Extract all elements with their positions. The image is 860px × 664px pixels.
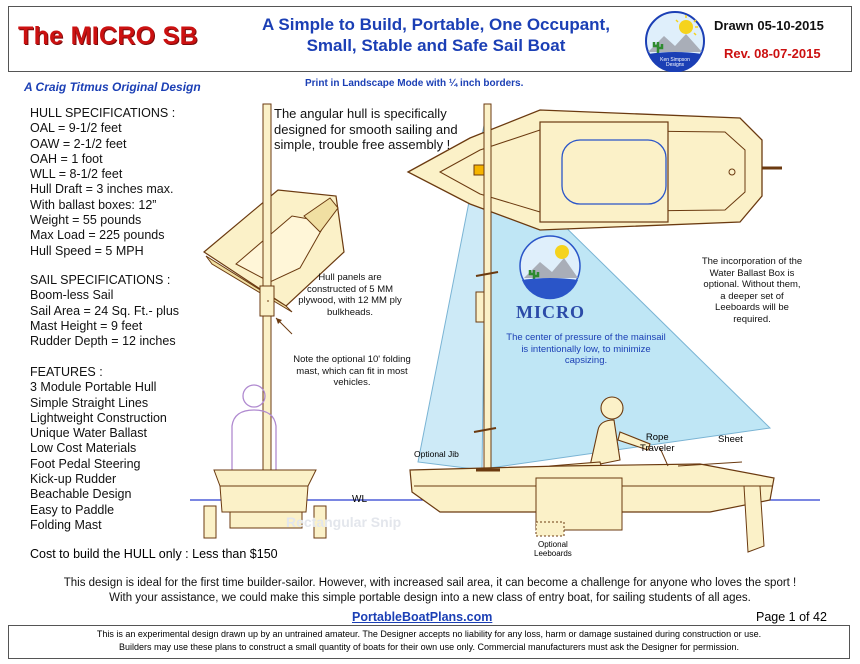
hull-spec-item: OAW = 2-1/2 feet [30, 136, 127, 151]
feature-item: Unique Water Ballast [30, 426, 147, 441]
folding-mast-note: Note the optional 10' folding mast, which can fit in most vehicles. [293, 354, 411, 388]
hull-spec-heading: HULL SPECIFICATIONS : [30, 106, 176, 120]
snip-watermark: Rectangular Snip [286, 514, 402, 530]
feature-item: Lightweight Construction [30, 410, 167, 425]
hull-panels-note: Hull panels are constructed of 5 MM plywood, with 12 MM ply bulkheads. [298, 272, 402, 318]
sail-spec-item: Mast Height = 9 feet [30, 318, 143, 333]
hull-spec-item: WLL = 8-1/2 feet [30, 167, 123, 182]
mast-hinge [260, 286, 274, 316]
website-link[interactable]: PortableBoatPlans.com [352, 610, 493, 624]
center-of-pressure-note: The center of pressure of the mainsail is intentionally low, to minimize capsizing. [506, 332, 666, 366]
feature-item: Kick-up Rudder [30, 472, 117, 487]
description-line-2: With your assistance, we could make this simple portable design into a new class of entry boat, for sailing students of all ages. [109, 592, 751, 604]
ballast-box-note: The incorporation of the Water Ballast Box is optional. Without them, a deeper set of Leeboards will be required. [701, 256, 803, 325]
micro-logo [520, 236, 580, 299]
features-list [30, 365, 167, 533]
hull-spec-item: Hull Speed = 5 MPH [30, 243, 144, 258]
feature-item: Low Cost Materials [30, 441, 137, 456]
logo-text-1: Ken Simpson [660, 57, 690, 63]
disclaimer-box [8, 625, 850, 659]
hull-specifications [30, 106, 175, 259]
feature-item: Simple Straight Lines [30, 395, 149, 410]
disclaimer-line-2: Builders may use these plans to construct a small quantity of boats for their own use only. Commercial manufacturers must ask the Designer for permission. [118, 641, 740, 652]
rope-traveler-line-2: Traveler [640, 443, 675, 454]
angular-hull-note: The angular hull is specifically designed for smooth sailing and simple, trouble free assembly ! [274, 106, 458, 152]
hull-spec-item: Weight = 55 pounds [30, 213, 142, 228]
hull-spec-item: With ballast boxes: 12” [30, 197, 157, 212]
page-number: Page 1 of 42 [756, 610, 827, 624]
cost-note: Cost to build the HULL only : Less than $150 [30, 547, 278, 561]
leeboards-line-1: Optional [538, 540, 568, 549]
optional-leeboards-label [534, 540, 572, 558]
drawn-date: Drawn 05-10-2015 [714, 18, 824, 33]
right-mast [484, 104, 491, 470]
feature-item: Easy to Paddle [30, 502, 115, 517]
print-note: Print in Landscape Mode with ¼ inch borders. [305, 78, 524, 89]
feature-item: 3 Module Portable Hull [30, 380, 157, 395]
rope-traveler-line-1: Rope [645, 432, 669, 443]
sail-spec-item: Rudder Depth = 12 inches [30, 334, 176, 349]
sail-spec-heading: SAIL SPECIFICATIONS : [30, 273, 171, 287]
page-title: The MICRO SB [18, 22, 198, 50]
hull-spec-item: OAL = 9-1/2 feet [30, 121, 122, 136]
subtitle-line-1: A Simple to Build, Portable, One Occupant, [262, 15, 610, 34]
sail-spec-item: Boom-less Sail [30, 288, 114, 303]
author-credit: A Craig Titmus Original Design [24, 80, 201, 94]
leeboards-line-2: Leeboards [534, 549, 572, 558]
feature-item: Folding Mast [30, 517, 102, 532]
optional-jib-label: Optional Jib [414, 449, 459, 459]
hull-spec-item: OAH = 1 foot [30, 151, 103, 166]
waterline-label: WL [352, 494, 367, 505]
sail-specifications [30, 273, 179, 349]
feature-item: Beachable Design [30, 487, 132, 502]
micro-logo-text: MICRO [516, 302, 585, 322]
feature-item: Foot Pedal Steering [30, 456, 141, 471]
description-line-1: This design is ideal for the first time builder-sailor. However, with increased sail area, it can become a challenge for anyone who loves the sport ! [63, 577, 797, 589]
hull-spec-item: Max Load = 225 pounds [30, 228, 165, 243]
logo-text-2: Designs [665, 62, 685, 68]
design-description [10, 576, 850, 606]
sail-spec-item: Sail Area = 24 Sq. Ft.- plus [30, 303, 180, 318]
revision-date: Rev. 08-07-2015 [724, 46, 821, 61]
subtitle-line-2: Small, Stable and Safe Sail Boat [306, 36, 566, 55]
sheet-label: Sheet [718, 434, 743, 445]
disclaimer-line-1: This is an experimental design drawn up by an untrained amateur. The Designer accepts no liability for any loss, harm or damage sustained during construction or use. [96, 629, 762, 639]
hull-spec-item: Hull Draft = 3 inches max. [30, 182, 174, 197]
rope-traveler-label [640, 432, 675, 454]
features-heading: FEATURES : [30, 365, 103, 379]
